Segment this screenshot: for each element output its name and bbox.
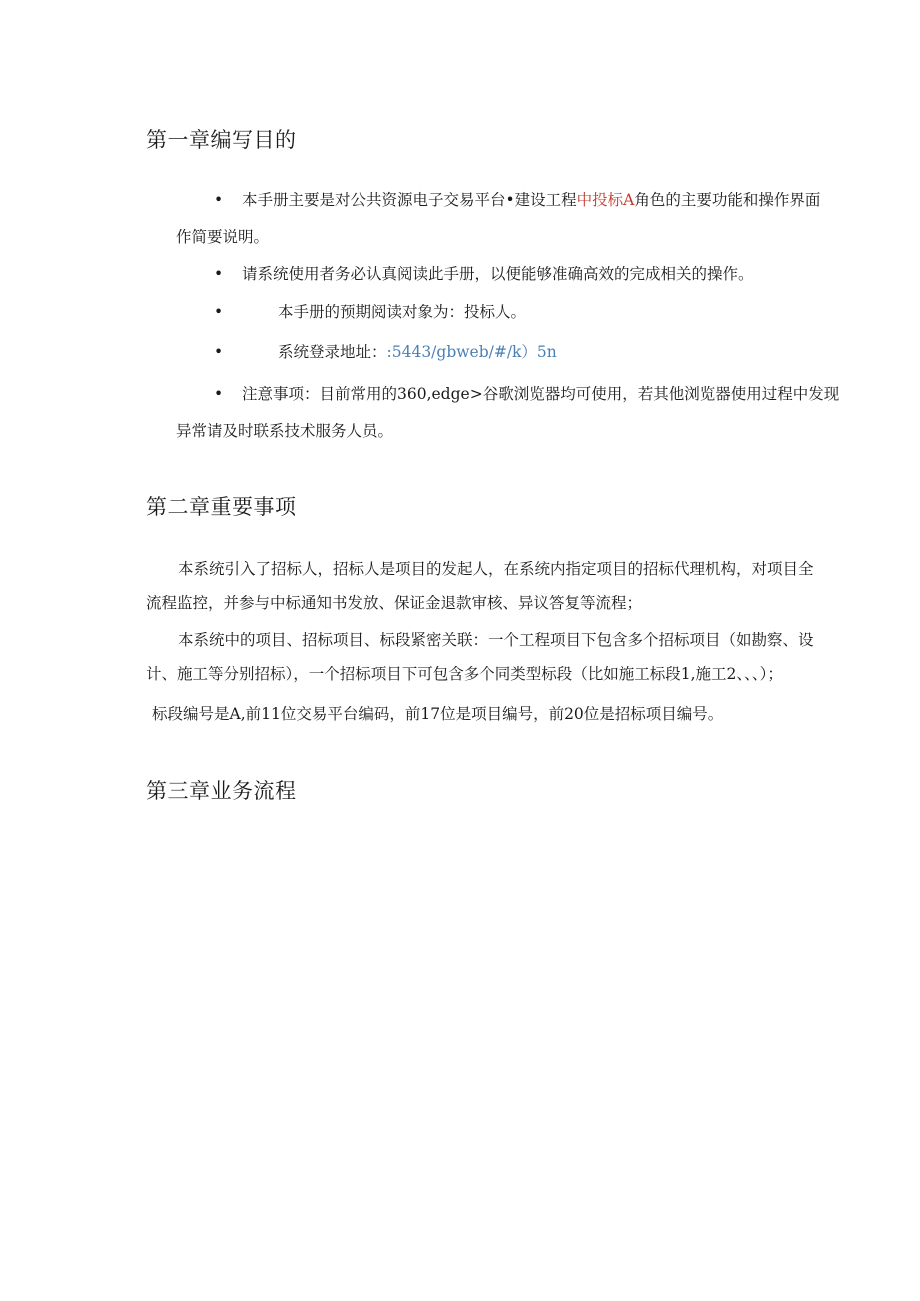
chapter-title-3: 第三章业务流程 (146, 779, 297, 803)
bullet-text: 本手册的预期阅读对象为：投标人。 (278, 303, 527, 321)
bullet-text-pre: 本手册主要是对公共资源电子交易平台•建设工程 (242, 191, 577, 209)
paragraph-line: 流程监控，并参与中标通知书发放、保证金退款审核、异议答复等流程； (146, 594, 643, 612)
bullet-dot: • (214, 343, 224, 361)
paragraph-line: 本系统引入了招标人，招标人是项目的发起人，在系统内指定项目的招标代理机构，对项目全 (178, 560, 814, 578)
role-highlight: 中投标A (576, 191, 635, 209)
chapter-title-1: 第一章编写目的 (146, 128, 297, 152)
bullet-dot: • (214, 385, 224, 403)
paragraph-2 (146, 623, 886, 691)
bullet-dot: • (214, 265, 224, 283)
bullet-text-post: 角色的主要功能和操作界面 (634, 191, 821, 209)
paragraph-3 (146, 697, 886, 731)
bullet-dot: • (214, 303, 224, 321)
paragraph-line: 计、施工等分别招标），一个招标项目下可包含多个同类型标段（比如施工标段1,施工2、、、）； (146, 665, 783, 683)
bullet-continuation: 作简要说明。 (176, 228, 270, 246)
bullet-text: 注意事项：目前常用的360,edge>谷歌浏览器均可使用，若其他浏览器使用过程中发现 (242, 385, 840, 403)
login-address-link[interactable]: :5443/gbweb/#/k）5n (386, 343, 557, 361)
chapter-title-2: 第二章重要事项 (146, 495, 297, 519)
bullet-text (242, 182, 820, 219)
bullet-continuation: 异常请及时联系技术服务人员。 (176, 422, 394, 440)
bullet-text (278, 334, 557, 371)
paragraph-1 (146, 552, 886, 620)
login-address-label: 系统登录地址： (278, 343, 387, 361)
paragraph-line: 标段编号是A,前11位交易平台编码，前17位是项目编号，前20位是招标项目编号。 (152, 705, 724, 723)
bullet-dot: • (214, 191, 224, 209)
bullet-text: 请系统使用者务必认真阅读此手册，以便能够准确高效的完成相关的操作。 (242, 265, 754, 283)
paragraph-line: 本系统中的项目、招标项目、标段紧密关联：一个工程项目下包含多个招标项目（如勘察、设 (178, 631, 814, 649)
